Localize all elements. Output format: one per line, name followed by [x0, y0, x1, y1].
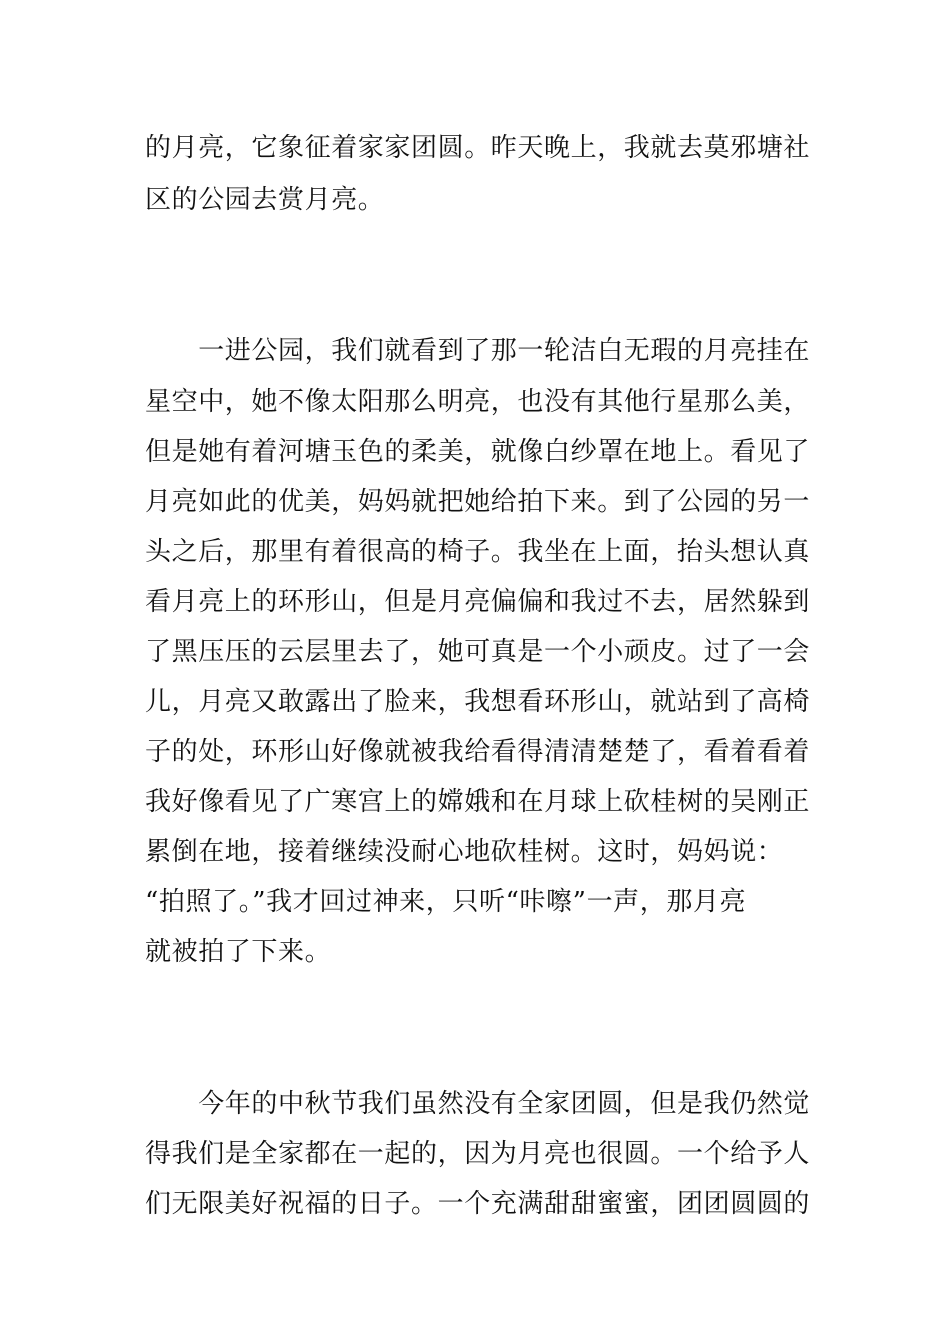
- paragraph-2-line-12: “拍照了。”我才回过神来，只听“咔嚓”一声，那月亮: [145, 887, 747, 917]
- paragraph-3-line-1: 今年的中秋节我们虽然没有全家团圆，但是我仍然觉: [145, 1089, 811, 1119]
- paragraph-2-line-4: 月亮如此的优美，妈妈就把她给拍下来。到了公园的另一: [145, 487, 811, 517]
- paragraph-1-line-2: 区的公园去赏月亮。: [145, 185, 385, 215]
- paragraph-2-line-6: 看月亮上的环形山，但是月亮偏偏和我过不去，居然躲到: [145, 587, 811, 617]
- paragraph-2-line-5: 头之后，那里有着很高的椅子。我坐在上面，抬头想认真: [145, 537, 811, 567]
- paragraph-3-line-3: 们无限美好祝福的日子。一个充满甜甜蜜蜜，团团圆圆的: [145, 1189, 811, 1219]
- paragraph-2-line-3: 但是她有着河塘玉色的柔美，就像白纱罩在地上。看见了: [145, 437, 811, 467]
- paragraph-1-line-1: 的月亮，它象征着家家团圆。昨天晚上，我就去莫邪塘社: [145, 133, 811, 163]
- paragraph-3-line-2: 得我们是全家都在一起的，因为月亮也很圆。一个给予人: [145, 1139, 811, 1169]
- paragraph-2-line-7: 了黑压压的云层里去了，她可真是一个小顽皮。过了一会: [145, 637, 811, 667]
- paragraph-2-line-1: 一进公园，我们就看到了那一轮洁白无瑕的月亮挂在: [145, 336, 811, 366]
- paragraph-2-line-8: 儿，月亮又敢露出了脸来，我想看环形山，就站到了高椅: [145, 687, 811, 717]
- paragraph-2-line-11: 累倒在地，接着继续没耐心地砍桂树。这时，妈妈说：: [145, 837, 784, 867]
- paragraph-2-line-10: 我好像看见了广寒宫上的嫦娥和在月球上砍桂树的吴刚正: [145, 787, 811, 817]
- paragraph-2-line-9: 子的处，环形山好像就被我给看得清清楚楚了，看着看着: [145, 737, 811, 767]
- paragraph-2-line-2: 星空中，她不像太阳那么明亮，也没有其他行星那么美，: [145, 387, 811, 417]
- paragraph-2-line-13: 就被拍了下来。: [145, 937, 332, 967]
